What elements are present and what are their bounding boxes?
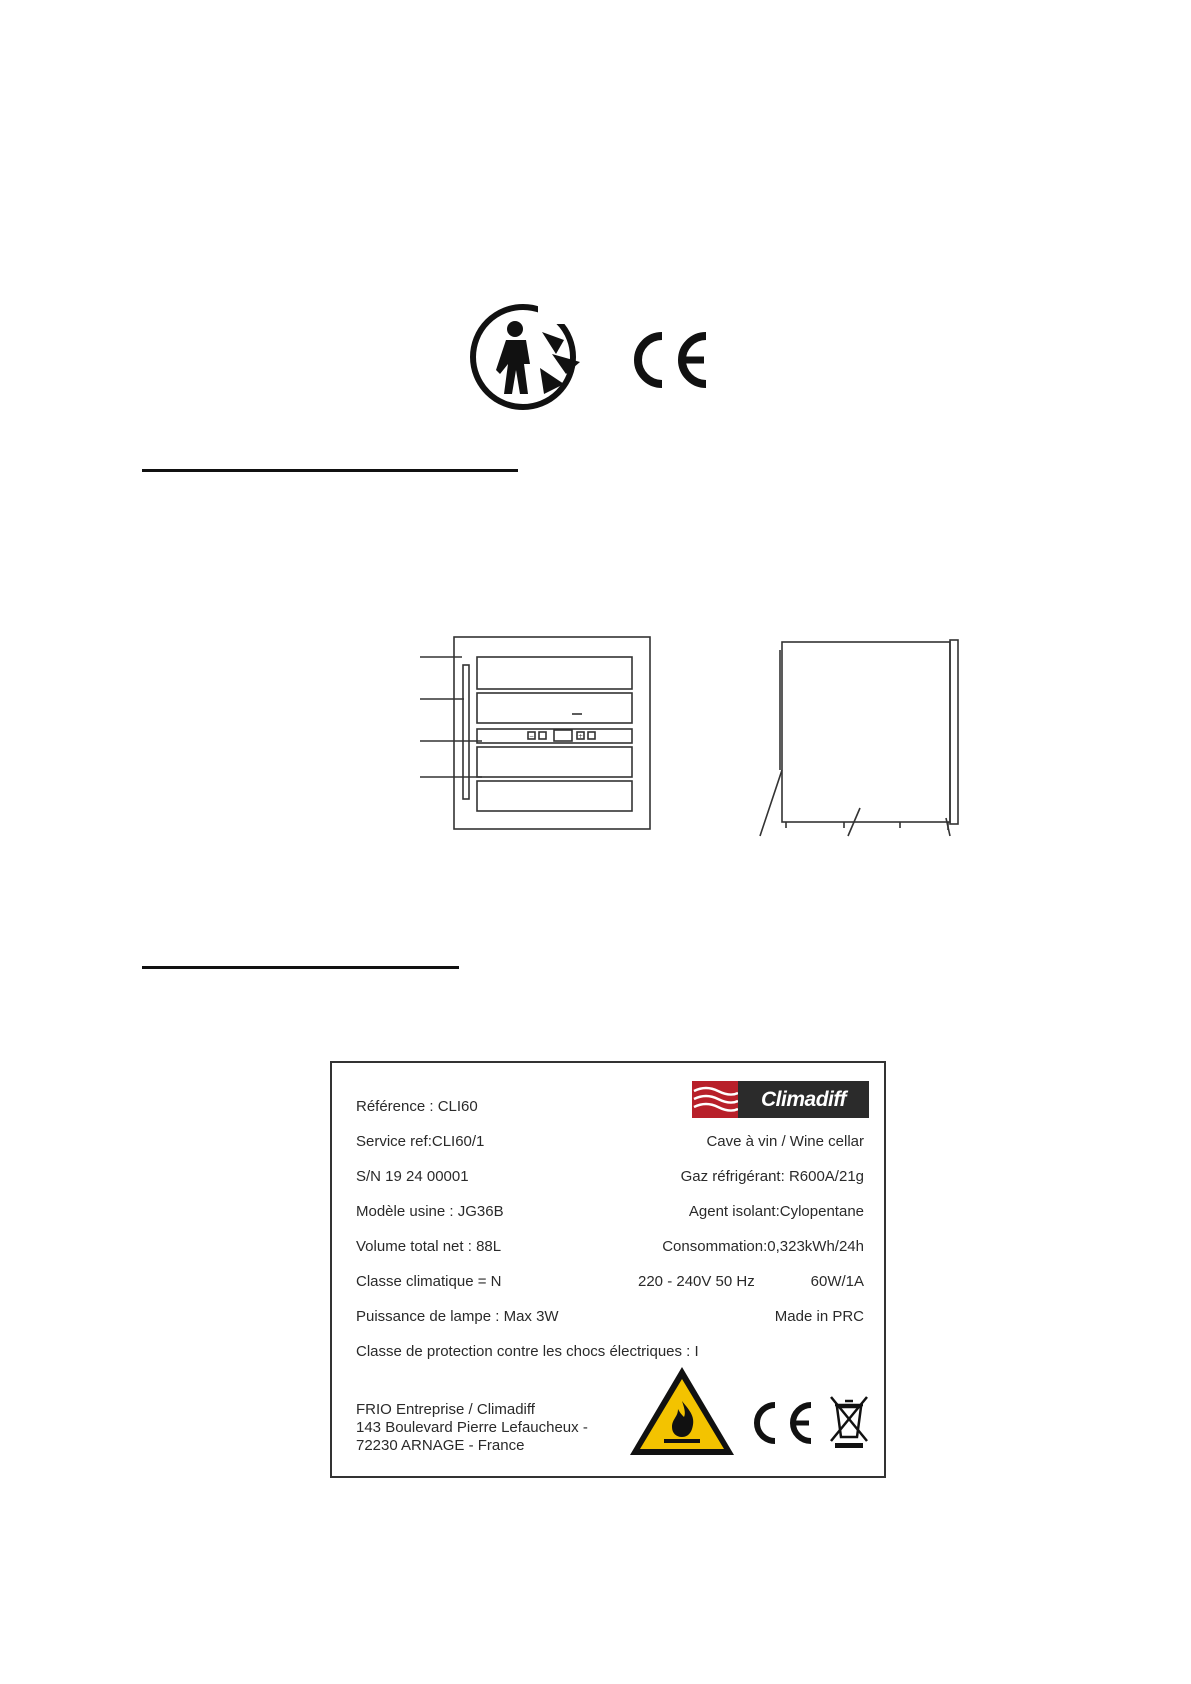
plate-product-type: Cave à vin / Wine cellar: [706, 1133, 864, 1150]
ce-mark-icon: [628, 328, 710, 392]
plate-insulation: Agent isolant:Cylopentane: [688, 1203, 864, 1220]
control-plus-label: +: [577, 733, 584, 740]
address-line: FRIO Entreprise / Climadiff: [356, 1401, 535, 1418]
triman-icon: [468, 302, 584, 412]
rating-plate: [330, 1061, 886, 1478]
plate-volume: Volume total net : 88L: [356, 1238, 502, 1255]
weee-crossed-bin-icon: [827, 1393, 871, 1449]
ce-mark-icon: [747, 1399, 815, 1447]
section-heading-rule: [142, 469, 518, 472]
refrigerator-front-view: [420, 625, 660, 855]
plate-consumption: Consommation:0,323kWh/24h: [662, 1238, 864, 1255]
plate-reference: Référence : CLI60: [356, 1098, 478, 1115]
address-line: 72230 ARNAGE - France: [356, 1437, 525, 1454]
section-heading-rule: [142, 966, 459, 969]
brand-name: Climadiff: [761, 1088, 846, 1111]
plate-factory-model: Modèle usine : JG36B: [356, 1203, 504, 1220]
manufacturer-address: [356, 1401, 588, 1455]
plate-service-ref: Service ref:CLI60/1: [356, 1133, 485, 1150]
plate-climate-class: Classe climatique = N: [356, 1273, 502, 1290]
plate-lamp-power: Puissance de lampe : Max 3W: [356, 1308, 559, 1325]
climadiff-logo: [692, 1081, 869, 1118]
refrigerator-side-view: [720, 630, 970, 860]
plate-protection-class: Classe de protection contre les chocs électriques : I: [356, 1343, 699, 1360]
control-minus-label: −: [528, 733, 535, 740]
plate-serial-number: S/N 19 24 00001: [356, 1168, 469, 1185]
plate-origin: Made in PRC: [774, 1308, 864, 1325]
plate-refrigerant: Gaz réfrigérant: R600A/21g: [680, 1168, 864, 1185]
plate-voltage: 220 - 240V 50 Hz: [638, 1273, 755, 1290]
address-line: 143 Boulevard Pierre Lefaucheux -: [356, 1419, 588, 1436]
plate-power: 60W/1A: [810, 1273, 864, 1290]
brand-stripes-icon: [692, 1081, 738, 1118]
flammable-warning-icon: [626, 1363, 738, 1459]
